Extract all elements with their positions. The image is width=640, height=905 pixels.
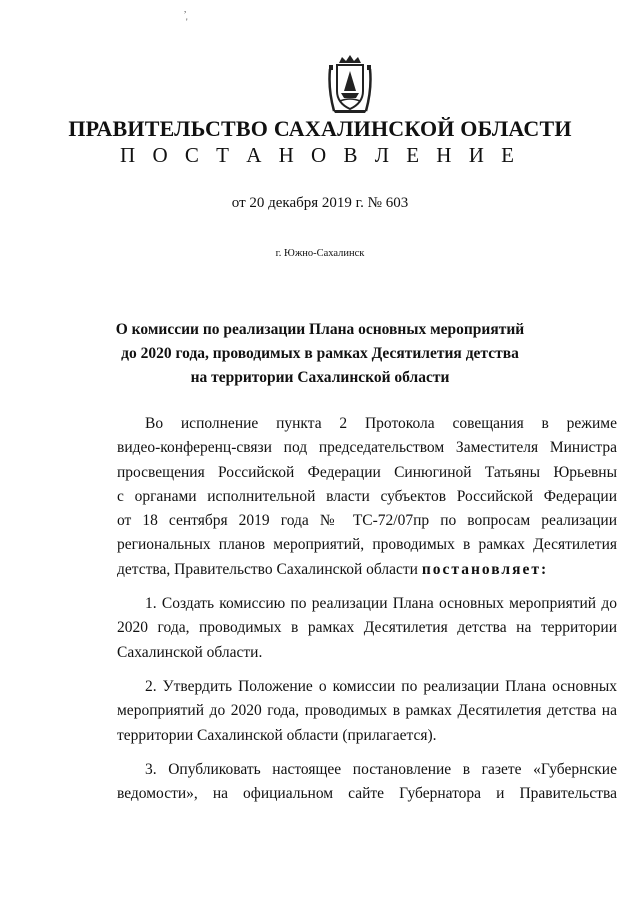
body-line: видео-конференц-связи под председательством Заместителя Министра: [117, 439, 617, 457]
body-text: детства, Правительство Сахалинской области: [117, 560, 418, 578]
decree-title-line: О комиссии по реализации Плана основных мероприятий: [115, 321, 525, 338]
body-line: просвещения Российской Федерации Синюгиной Татьяны Юрьевны: [117, 463, 617, 481]
body-line: мероприятий до 2020 года, проводимых в рамках Десятилетия детства на: [117, 702, 617, 720]
sakhalin-coat-of-arms-emblem: [327, 55, 373, 113]
body-line: территории Сахалинской области (прилагается).: [117, 726, 437, 744]
decree-keyword: постановляет:: [421, 560, 549, 578]
scan-mark: ,: [184, 4, 187, 14]
body-line: [117, 558, 617, 582]
body-line: ведомости», на официальном сайте Губернатора и Правительства: [117, 785, 617, 803]
body-line: региональных планов мероприятий, проводимых в рамках Десятилетия: [117, 536, 617, 554]
body-line: от 18 сентября 2019 года № ТС-72/07пр по вопросам реализации: [117, 512, 617, 530]
scan-mark: ': [186, 17, 188, 27]
body-line: Во исполнение пункта 2 Протокола совещания в режиме: [145, 415, 617, 432]
decree-title-line: на территории Сахалинской области: [190, 369, 450, 386]
body-line: с органами исполнительной власти субъектов Российской Федерации: [117, 487, 617, 505]
decree-title-line: до 2020 года, проводимых в рамках Десятилетия детства: [121, 345, 519, 362]
decree-date-number: от 20 декабря 2019 г. № 603: [231, 195, 409, 211]
body-line: Сахалинской области.: [117, 643, 263, 661]
decree-body: [117, 412, 617, 806]
body-line: 2020 года, проводимых в рамках Десятилетия детства на территории: [117, 619, 617, 637]
body-line: 2. Утвердить Положение о комиссии по реализации Плана основных: [145, 677, 617, 695]
document-type: П О С Т А Н О В Л Е Н И Е: [120, 143, 520, 167]
body-line: 1. Создать комиссию по реализации Плана основных мероприятий до: [145, 595, 617, 613]
body-line: 3. Опубликовать настоящее постановление в газете «Губернские: [145, 760, 617, 778]
city-name: г. Южно-Сахалинск: [275, 248, 365, 259]
government-title: ПРАВИТЕЛЬСТВО САХАЛИНСКОЙ ОБЛАСТИ: [68, 116, 572, 141]
